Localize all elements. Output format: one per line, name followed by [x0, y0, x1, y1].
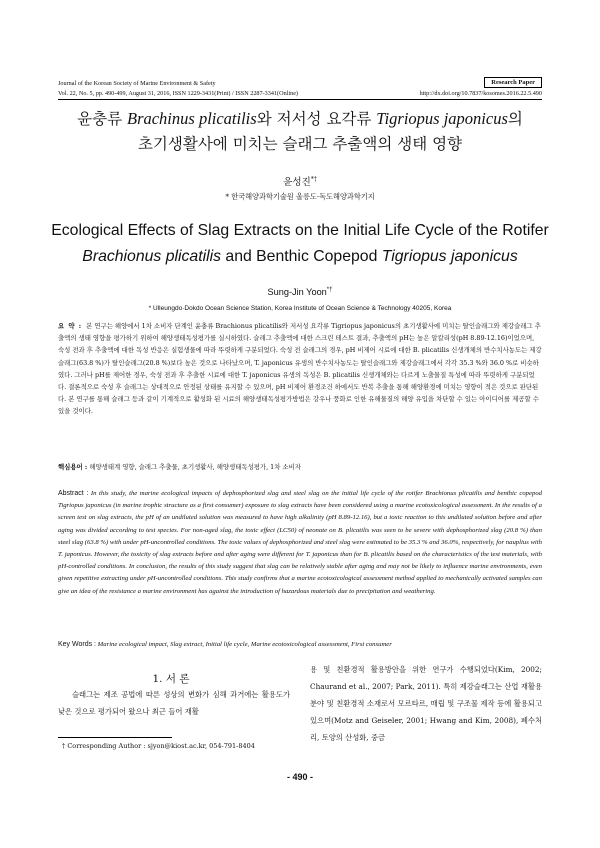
body-text-left: 슬래그는 제조 공법에 따른 성상의 변화가 심해 과거에는 활용도가 낮은 것으로 평가되어 왔으나 최근 들어 재활 — [58, 690, 290, 716]
author-english: Sung-Jin Yoon*† — [267, 287, 333, 298]
footnote-rule — [58, 737, 172, 738]
title-english-line2: Brachionus plicatilis and Benthic Copepod Tigriopus japonicus — [82, 248, 518, 265]
affiliation-english: * Ulleungdo·Dokdo Ocean Science Station, Korea Institute of Ocean Science & Technology 40205, Korea — [148, 305, 452, 312]
doi-link[interactable]: http://dx.doi.org/10.7837/kosomes.2016.22.5.490 — [419, 90, 542, 97]
journal-name: Journal of the Korean Society of Marine Environment & Safety — [58, 80, 216, 87]
title-english — [30, 218, 570, 270]
affiliation-korean: * 한국해양과학기술원 울릉도·독도해양과학기지 — [225, 192, 375, 201]
page-number: - 490 - — [286, 772, 313, 782]
corresponding-author-footnote: † Corresponding Author : sjyon@kiost.ac.kr, 054-791-8404 — [62, 742, 255, 750]
keywords-english: Key Words : Marine ecological impact, Slag extract, Initial life cycle, Marine ecotoxicological assessment, First consumer — [58, 641, 392, 648]
research-paper-badge: Research Paper — [484, 77, 542, 88]
abstract-english — [58, 488, 542, 598]
title-korean-line2: 초기생활사에 미치는 슬래그 추출액의 생태 영향 — [137, 135, 463, 153]
abstract-english-label: Abstract : — [58, 490, 89, 497]
section-heading-introduction: 1. 서 론 — [152, 673, 190, 685]
body-text-right: 용 및 친환경적 활용방안을 위한 연구가 수행되었다(Kim, 2002; Chaurand et al., 2007; Park, 2011). 특히 제강슬래그는 산업 재활용 분야 및 친환경적 소재로서 모르타르, 매립 및 구조물 제작 등에 활용되고 있으며(Motz and Geiseler, 2001; Hwang and Kim, 2008), 폐수처리, 토양의 산성화, 중금 — [310, 665, 542, 742]
abstract-korean-text: 본 연구는 해양에서 1차 소비자 단계인 윤충류 Brachionus plicatilis와 저서성 요각류 Tigriopus japonicus의 초기생활사에 미치는 탈인슬래그와 제강슬래그 추출액의 생태 영향을 평가하기 위하여 해양생태독성평가를 실시하였다. 슬래그 추출액에 대한 스크린 테스트 결과, 추출액의 pH는 높은 알칼리성(pH 8.89-12.16)이었으며, 숙성 전과 후 추출액에 대한 독성 반응은 실험생물에 따라 뚜렷하게 구분되었다. 숙성 전 슬래그의 경우, pH 비제어 시료에 대한 B. plicatilis 신생개체의 반수치사농도는 제강슬래그(63.8 %)가 탈인슬래그(20.8 %)보다 높은 것으로 나타났으며, T. japonicus 유생의 반수치사농도는 탈인슬래그와 제강슬래그에서 각각 35.3 %와 36.0 %로 비슷하였다. 그러나 pH를 제어한 경우, 숙성 전과 후 추출한 시료에 대한 T. japonicus 유생의 독성은 B. plicatilis 신생개체와는 다르게 노출물질 특성에 따라 뚜렷하게 구분되었다. 결론적으로 숙성 후 슬래그는 상대적으로 안정된 상태를 유지할 수 있으며, pH 비제어 환경조건 하에서도 반복 추출을 통해 해양환경에 미치는 영향이 적은 것으로 판단된다. 본 연구를 통해 슬래그 등과 같이 기계적으로 활성화 된 시료의 해양생태독성평가방법은 강우나 풍화로 인한 유해물질의 해양 유입을 차단할 수 있는 아이디어를 제공할 수 있을 것이다. — [58, 322, 542, 416]
abstract-korean — [58, 320, 542, 418]
abstract-english-text: In this study, the marine ecological impacts of dephosphorized slag and steel slag on the initial life cycle of the rotifer Brachionus plicatilis and benthic copepod Tigriopus japonicus (in marine trophic structure as a first consumer) exposure to slag extracts have been considered using a marine ecotoxicological assessment. In the results of a screen test on slag extracts, the pH of an undiluted solution was measured to have high alkalinity (pH 8.89-12.16), but a toxic reaction to this undiluted solution before and after aging was divided according to test species. For non-aged slag, the toxic effect (LC50) of neonate on B. plicatilis was seen to be severe with dephosphorized slag (20.8 %) than steel slag (63.8 %) with under pH-uncontrolled conditions. The toxic values of dephosphorized and steel slag were estimated to be 35.3 % and 36.0%, respectively, for nauplius with T. japonicus. However, the toxicity of slag extracts before and after aging were different for T. japonicus than for B. plicatilis based on the characteristics of the test materials, with pH-controlled conditions. In conclusion, the results of this study suggest that slag can be relatively stable after aging and may not be likely to influence marine environments, even given repetitive extracting under pH-uncontrolled conditions. This study confirms that a marine ecotoxicological assessment method applied to mechanically activated samples can give an idea of the resistance a marine environment has against the introduction of hazardous materials due to precipitation and weathering. — [58, 490, 543, 595]
author-korean: 윤성진*† — [283, 175, 317, 188]
header-rule — [58, 99, 542, 100]
title-korean-line1: 윤충류 Brachinus plicatilis와 저서성 요각류 Tigriopus japonicus의 — [77, 109, 523, 128]
abstract-korean-label: 요 약 : — [58, 322, 83, 330]
volume-info: Vol. 22, No. 5, pp. 490-499, August 31, 2016, ISSN 1229-3431(Print) / ISSN 2287-3341(Online) — [58, 90, 298, 97]
keywords-korean: 핵심용어 : 해양생태계 영향, 슬래그 추출물, 초기생활사, 해양생태독성평가, 1차 소비자 — [58, 463, 301, 471]
title-english-line1: Ecological Effects of Slag Extracts on the Initial Life Cycle of the Rotifer — [51, 222, 549, 239]
title-korean — [40, 106, 560, 157]
